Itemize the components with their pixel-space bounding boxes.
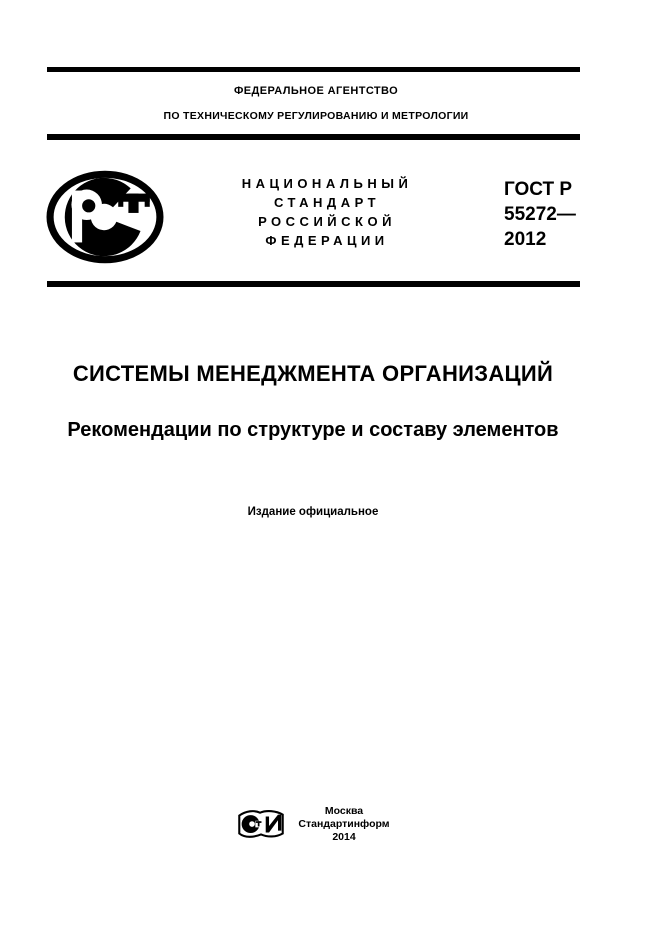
standard-label-line: СТАНДАРТ — [273, 195, 381, 210]
imprint-city: Москва — [324, 805, 364, 817]
agency-line-1: ФЕДЕРАЛЬНОЕ АГЕНТСТВО — [233, 85, 399, 97]
standard-label-line: ФЕДЕРАЦИИ — [265, 233, 389, 248]
imprint-text — [298, 805, 389, 844]
designation-line: 55272— — [504, 204, 576, 225]
imprint-year: 2014 — [332, 831, 356, 843]
standard-label-line: РОССИЙСКОЙ — [258, 214, 396, 229]
standard-label-line: НАЦИОНАЛЬНЫЙ — [241, 176, 413, 191]
national-standard-label — [196, 174, 458, 250]
imprint-publisher: Стандартинформ — [298, 818, 390, 830]
gost-designation — [504, 177, 576, 252]
designation-line: 2012 — [504, 229, 547, 250]
document-subtitle: Рекомендации по структуре и составу элементов — [67, 419, 559, 441]
rosstandart-rst-logo-icon — [46, 170, 164, 264]
standartinform-logo-icon — [236, 808, 286, 842]
mid-rule — [47, 281, 580, 287]
top-rule-1 — [47, 67, 580, 72]
edition-note: Издание официальное — [247, 506, 379, 518]
imprint-block — [46, 805, 580, 844]
document-title: СИСТЕМЫ МЕНЕДЖМЕНТА ОРГАНИЗАЦИЙ — [72, 361, 554, 386]
agency-line-2: ПО ТЕХНИЧЕСКОМУ РЕГУЛИРОВАНИЮ И МЕТРОЛОГИИ — [163, 110, 469, 122]
designation-line: ГОСТ Р — [504, 179, 573, 200]
top-rule-2 — [47, 134, 580, 140]
